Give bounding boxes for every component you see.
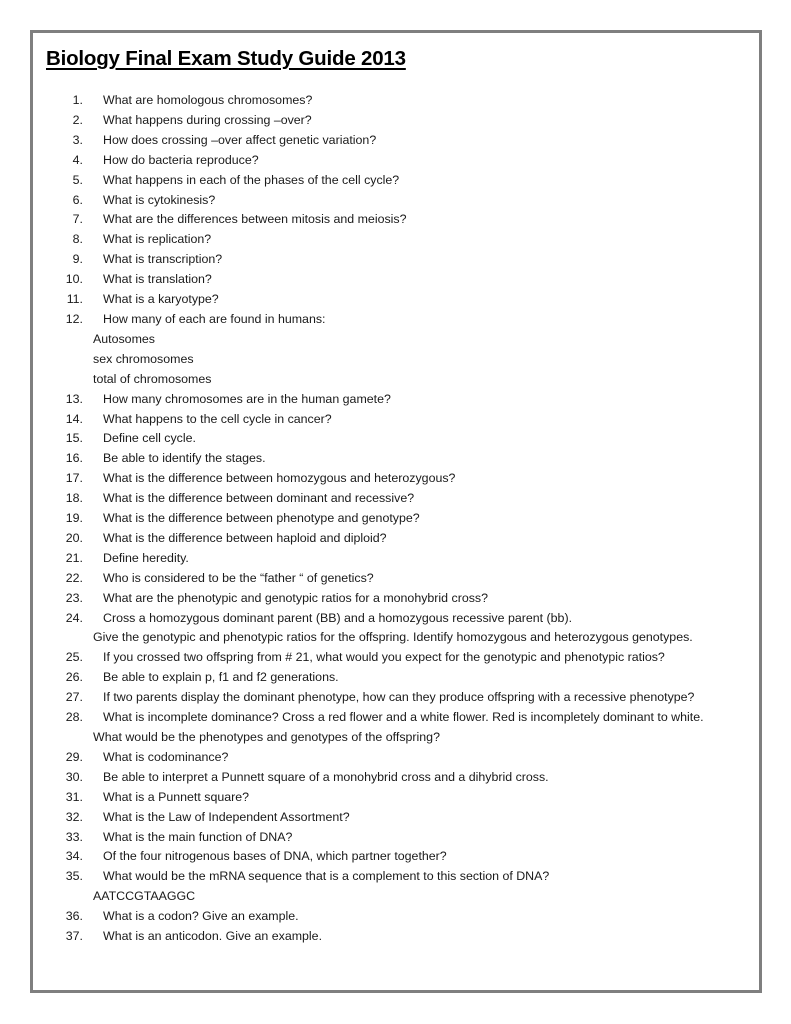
question-number: 17. [65, 471, 83, 486]
question-number: 34. [65, 849, 83, 864]
question-number: 1. [72, 93, 83, 107]
question-item [56, 489, 746, 509]
question-text: What is the difference between dominant and recessive? [103, 491, 415, 506]
document-title: Biology Final Exam Study Guide 2013 [46, 47, 406, 70]
question-number: 20. [65, 530, 83, 545]
question-text: What are the phenotypic and genotypic ratios for a monohybrid cross? [103, 590, 489, 605]
question-number: 21. [65, 550, 83, 565]
question-text: What is a codon? Give an example. [103, 909, 299, 924]
question-item [56, 808, 746, 828]
question-item [56, 549, 746, 569]
question-text: What is the difference between phenotype and genotype? [103, 511, 420, 526]
question-item [56, 171, 746, 191]
question-text: Be able to interpret a Punnett square of a monohybrid cross and a dihybrid cross. [103, 769, 549, 784]
question-text: What is an anticodon. Give an example. [103, 929, 323, 944]
question-subline: sex chromosomes [93, 351, 194, 366]
question-text: How many of each are found in humans: [103, 311, 326, 326]
question-text: What is the difference between haploid and diploid? [103, 530, 387, 545]
question-item [56, 449, 746, 469]
question-text: What happens during crossing –over? [103, 112, 312, 127]
question-number: 28. [65, 710, 83, 725]
question-item [56, 867, 746, 887]
question-subline: Autosomes [93, 331, 155, 346]
question-number: 32. [65, 809, 83, 824]
question-number: 26. [65, 670, 83, 685]
question-item [56, 469, 746, 489]
question-number: 3. [72, 132, 83, 147]
question-text: Who is considered to be the “father “ of genetics? [103, 570, 374, 585]
question-text: What are the differences between mitosis and meiosis? [103, 212, 407, 227]
question-number: 16. [65, 451, 83, 466]
question-item [56, 768, 746, 788]
question-number: 35. [65, 869, 83, 884]
question-item [56, 529, 746, 549]
question-text: What is transcription? [103, 252, 223, 267]
question-item [56, 828, 746, 848]
question-text: If you crossed two offspring from # 21, what would you expect for the genotypic and phenotypic ratios? [103, 650, 665, 665]
question-number: 24. [65, 610, 83, 625]
question-text: What is the Law of Independent Assortment? [103, 809, 350, 824]
question-item [56, 648, 746, 668]
question-number: 10. [65, 272, 83, 287]
question-number: 2. [72, 112, 83, 127]
question-text: How does crossing –over affect genetic variation? [103, 132, 377, 147]
question-text: What is incomplete dominance? Cross a red flower and a white flower. Red is incompletely dominant to white. [103, 710, 704, 725]
question-item [56, 91, 746, 111]
question-text: Be able to identify the stages. [103, 451, 266, 466]
question-number: 4. [72, 152, 83, 167]
question-number: 13. [65, 391, 83, 406]
question-item [56, 390, 746, 410]
question-item [56, 589, 746, 609]
question-text: What is the main function of DNA? [103, 829, 293, 844]
question-number: 14. [65, 411, 83, 426]
question-item [56, 688, 746, 708]
question-number: 29. [65, 749, 83, 764]
question-number: 25. [65, 650, 83, 665]
question-item [56, 270, 746, 290]
question-number: 33. [65, 829, 83, 844]
question-item [56, 210, 746, 230]
question-text: How many chromosomes are in the human gamete? [103, 391, 391, 406]
question-list [56, 91, 746, 947]
question-text: What would be the mRNA sequence that is a complement to this section of DNA? [103, 869, 550, 884]
question-number: 19. [65, 511, 83, 526]
question-number: 11. [66, 292, 83, 307]
question-subline: Give the genotypic and phenotypic ratios for the offspring. Identify homozygous and heterozygous genotypes. [93, 630, 693, 645]
question-number: 31. [65, 789, 83, 804]
question-number: 6. [72, 192, 83, 207]
question-item [56, 410, 746, 430]
question-text: If two parents display the dominant phenotype, how can they produce offspring with a recessive phenotype? [103, 690, 695, 705]
question-item [56, 847, 746, 867]
question-item [56, 509, 746, 529]
question-item [56, 290, 746, 310]
question-item [56, 668, 746, 688]
question-item [56, 429, 746, 449]
question-item [56, 927, 746, 947]
question-item [56, 250, 746, 270]
question-text: What is translation? [103, 272, 212, 287]
question-subline: total of chromosomes [93, 371, 212, 386]
question-item [56, 609, 746, 629]
question-number: 9. [72, 252, 83, 267]
question-number: 23. [65, 590, 83, 605]
question-text: What happens in each of the phases of the cell cycle? [103, 172, 400, 187]
question-item [56, 151, 746, 171]
question-number: 30. [65, 769, 83, 784]
question-text: How do bacteria reproduce? [103, 152, 259, 167]
question-number: 27. [65, 690, 83, 705]
question-number: 5. [72, 172, 83, 187]
question-number: 36. [65, 909, 83, 924]
question-number: 18. [65, 491, 83, 506]
question-item [56, 131, 746, 151]
question-number: 8. [72, 232, 83, 247]
question-text: Cross a homozygous dominant parent (BB) and a homozygous recessive parent (bb). [103, 610, 573, 625]
question-text: What is a karyotype? [103, 292, 219, 307]
question-item [56, 788, 746, 808]
question-text: Define heredity. [103, 550, 189, 565]
question-text: Of the four nitrogenous bases of DNA, which partner together? [103, 849, 447, 864]
question-item [56, 191, 746, 211]
question-number: 12. [65, 311, 83, 326]
question-text: What is the difference between homozygous and heterozygous? [103, 471, 456, 486]
question-text: What happens to the cell cycle in cancer? [103, 411, 332, 426]
question-subline: What would be the phenotypes and genotypes of the offspring? [93, 730, 440, 744]
question-item [56, 569, 746, 589]
question-text: Be able to explain p, f1 and f2 generations. [103, 670, 339, 685]
question-text: What is codominance? [103, 749, 229, 764]
question-text: What is replication? [103, 232, 212, 247]
question-number: 15. [65, 431, 83, 446]
question-text: What is a Punnett square? [103, 789, 250, 804]
question-item [56, 310, 746, 330]
question-item [56, 111, 746, 131]
question-number: 22. [65, 570, 83, 585]
question-number: 37. [65, 929, 83, 944]
question-item [56, 230, 746, 250]
question-text: Define cell cycle. [103, 431, 196, 446]
question-item [56, 907, 746, 927]
question-text: What is cytokinesis? [103, 192, 216, 207]
question-number: 7. [72, 212, 83, 227]
question-item [56, 748, 746, 768]
question-subline: AATCCGTAAGGC [93, 889, 196, 904]
question-item [56, 708, 746, 728]
question-text: What are homologous chromosomes? [103, 93, 313, 107]
